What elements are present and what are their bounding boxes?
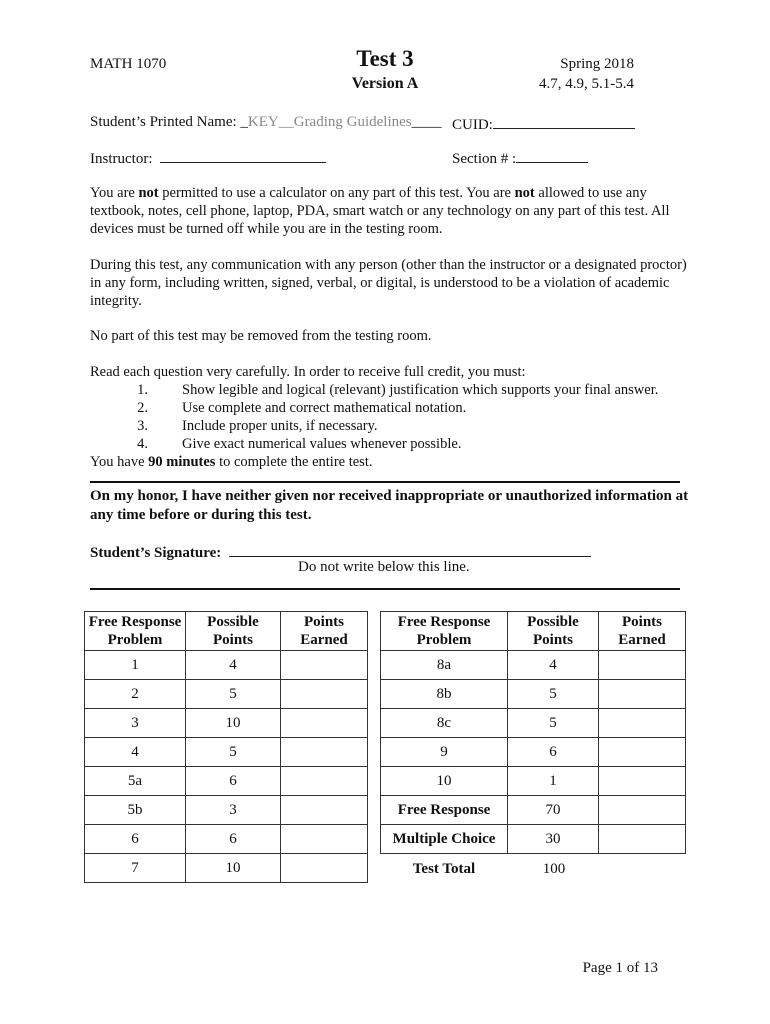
requirement-item: [90, 435, 690, 453]
table-row: [381, 796, 686, 825]
cuid-blank[interactable]: [493, 114, 635, 129]
table-row: [85, 767, 368, 796]
requirement-text: Show legible and logical (relevant) justification which supports your final answer.: [182, 382, 659, 398]
problem-cell: 3: [85, 709, 186, 738]
requirement-text: Include proper units, if necessary.: [182, 418, 378, 434]
signature-blank[interactable]: [229, 542, 591, 557]
requirement-text: Give exact numerical values whenever possible.: [182, 436, 462, 452]
problem-cell: 8b: [381, 680, 508, 709]
problem-cell: 8c: [381, 709, 508, 738]
possible-points-cell: 5: [508, 709, 599, 738]
requirements-intro: Read each question very carefully. In order to receive full credit, you must:: [90, 364, 526, 380]
test-title: Test 3: [356, 46, 414, 71]
student-name-label: Student’s Printed Name: _: [90, 114, 248, 130]
problem-cell: Multiple Choice: [381, 825, 508, 854]
problem-cell: 9: [381, 738, 508, 767]
points-earned-cell[interactable]: [281, 651, 368, 680]
divider: [90, 588, 680, 590]
requirement-item: [90, 381, 690, 399]
possible-points-cell: 6: [508, 738, 599, 767]
points-earned-cell[interactable]: [599, 709, 686, 738]
score-table-left: [84, 611, 368, 883]
requirement-number: 4.: [137, 436, 148, 452]
problem-cell: 5a: [85, 767, 186, 796]
possible-points-cell: 70: [508, 796, 599, 825]
requirement-text: Use complete and correct mathematical notation.: [182, 400, 467, 416]
problem-cell: 7: [85, 854, 186, 883]
signature-label: Student’s Signature:: [90, 545, 222, 561]
table-row: [85, 680, 368, 709]
instructor-field[interactable]: [90, 148, 326, 168]
requirement-item: [90, 399, 690, 417]
points-earned-cell[interactable]: [599, 651, 686, 680]
honor-pledge: On my honor, I have neither given nor received inappropriate or unauthorized information at any time before or during this test.: [90, 488, 689, 523]
possible-points-cell: 4: [186, 651, 281, 680]
possible-points-cell: 10: [186, 709, 281, 738]
possible-points-cell: 4: [508, 651, 599, 680]
requirement-number: 2.: [137, 400, 148, 416]
problem-cell: 10: [381, 767, 508, 796]
points-earned-cell[interactable]: [281, 680, 368, 709]
integrity-policy: During this test, any communication with any person (other than the instructor or a designated proctor) in any form, including written, signed, verbal, or digital, is understood to be a violation of academic integrity.: [90, 257, 687, 309]
header-possible: Possible Points: [186, 612, 281, 651]
student-name-field[interactable]: [90, 114, 442, 131]
test-total-value: 100: [542, 861, 566, 877]
possible-points-cell: 5: [186, 738, 281, 767]
test-version: Version A: [351, 75, 419, 92]
points-earned-cell[interactable]: [281, 767, 368, 796]
semester: Spring 2018: [560, 56, 634, 72]
course-code: MATH 1070: [90, 56, 167, 72]
score-table-right: [380, 611, 686, 854]
cuid-label: CUID:: [452, 117, 493, 133]
points-earned-cell[interactable]: [599, 767, 686, 796]
table-row: [85, 796, 368, 825]
table-row: [85, 825, 368, 854]
points-earned-cell[interactable]: [599, 738, 686, 767]
header-earned: Points Earned: [281, 612, 368, 651]
possible-points-cell: 5: [508, 680, 599, 709]
points-earned-cell[interactable]: [599, 825, 686, 854]
problem-cell: 6: [85, 825, 186, 854]
section-field[interactable]: [452, 148, 588, 168]
requirements-list: [90, 381, 690, 453]
section-label: Section # :: [452, 151, 517, 167]
time-limit: You have 90 minutes to complete the entire test.: [90, 454, 373, 470]
problem-cell: 5b: [85, 796, 186, 825]
points-earned-cell[interactable]: [281, 738, 368, 767]
instructor-label: Instructor:: [90, 151, 153, 167]
section-blank[interactable]: [516, 148, 588, 163]
table-row: [381, 825, 686, 854]
student-name-value: KEY__Grading Guidelines: [247, 114, 412, 130]
possible-points-cell: 1: [508, 767, 599, 796]
test-total-label: Test Total: [412, 861, 476, 877]
divider: [90, 481, 680, 483]
possible-points-cell: 30: [508, 825, 599, 854]
table-row: [381, 680, 686, 709]
possible-points-cell: 6: [186, 825, 281, 854]
problem-cell: 1: [85, 651, 186, 680]
problem-cell: 4: [85, 738, 186, 767]
possible-points-cell: 6: [186, 767, 281, 796]
possible-points-cell: 3: [186, 796, 281, 825]
header-problem: Free Response Problem: [85, 612, 186, 651]
requirement-item: [90, 417, 690, 435]
calculator-policy: You are not permitted to use a calculator on any part of this test. You are not allowed to use any textbook, notes, cell phone, laptop, PDA, smart watch or any technology on any part of this test. All devices must be turned off while you are in the testing room.: [90, 185, 670, 237]
test-total-row: [380, 856, 688, 884]
points-earned-cell[interactable]: [599, 796, 686, 825]
table-row: [85, 738, 368, 767]
possible-points-cell: 5: [186, 680, 281, 709]
points-earned-cell[interactable]: [599, 680, 686, 709]
do-not-write-note: Do not write below this line.: [298, 559, 470, 575]
header-earned: Points Earned: [599, 612, 686, 651]
table-row: [85, 651, 368, 680]
points-earned-cell[interactable]: [281, 796, 368, 825]
points-earned-cell[interactable]: [281, 709, 368, 738]
page-number: Page 1 of 13: [582, 960, 658, 976]
table-row: [381, 651, 686, 680]
points-earned-cell[interactable]: [281, 854, 368, 883]
student-name-tail: ____: [411, 114, 442, 130]
header-problem: Free Response Problem: [381, 612, 508, 651]
instructor-blank[interactable]: [160, 148, 326, 163]
points-earned-cell[interactable]: [281, 825, 368, 854]
table-row: [85, 709, 368, 738]
requirement-number: 3.: [137, 418, 148, 434]
sections-covered: 4.7, 4.9, 5.1-5.4: [539, 76, 634, 92]
table-row: [381, 709, 686, 738]
problem-cell: Free Response: [381, 796, 508, 825]
header-possible: Possible Points: [508, 612, 599, 651]
cuid-field[interactable]: [452, 114, 635, 134]
possible-points-cell: 10: [186, 854, 281, 883]
table-row: [381, 738, 686, 767]
table-row: [85, 854, 368, 883]
problem-cell: 2: [85, 680, 186, 709]
removal-policy: No part of this test may be removed from the testing room.: [90, 328, 432, 344]
requirement-number: 1.: [137, 382, 148, 398]
table-row: [381, 767, 686, 796]
problem-cell: 8a: [381, 651, 508, 680]
credit-requirements: [90, 363, 690, 471]
